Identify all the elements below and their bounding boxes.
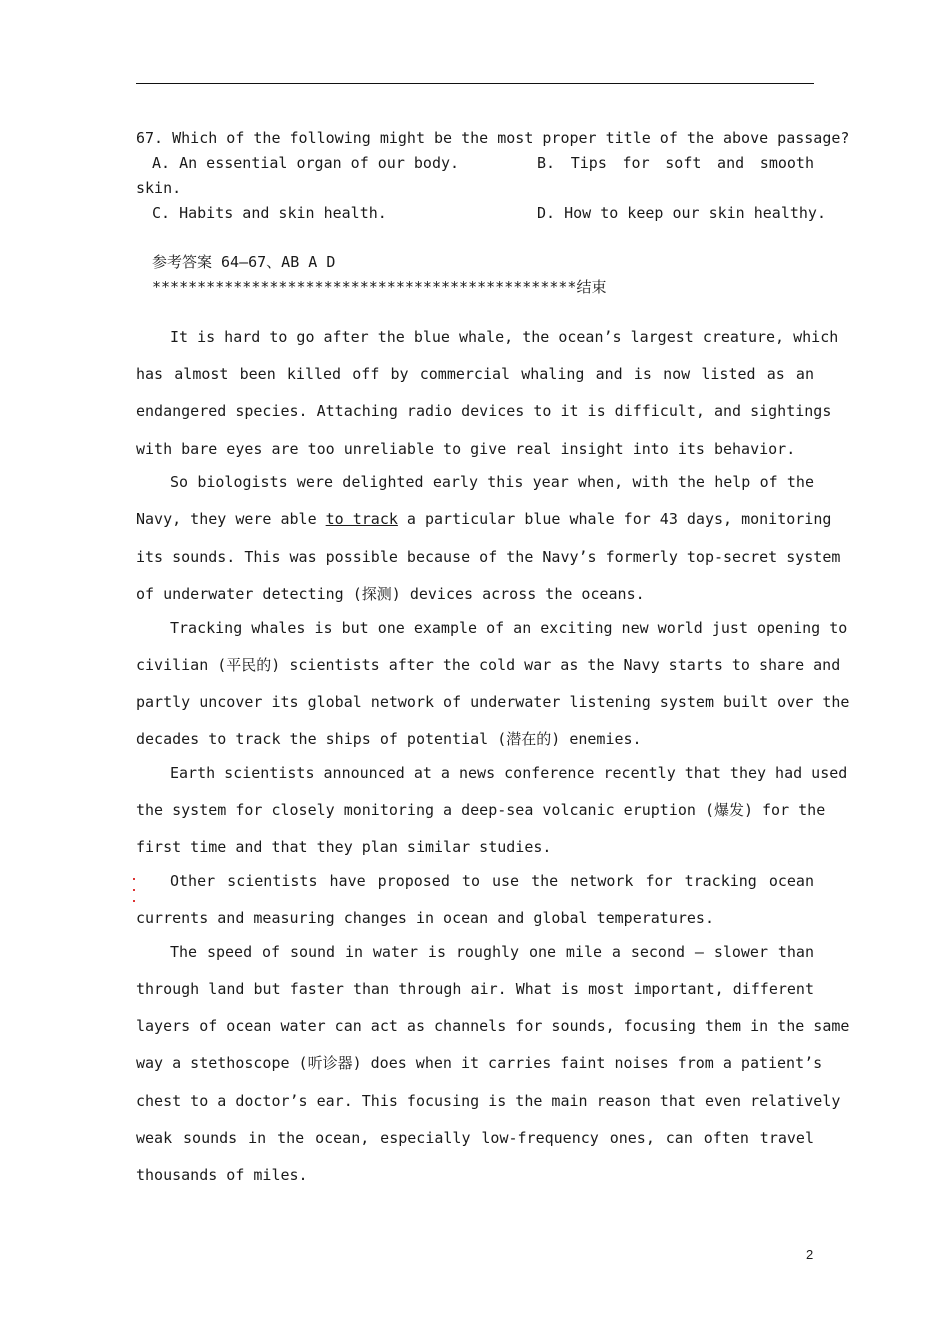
p2-line-2-before: Navy, they were able (136, 510, 326, 528)
p2-line-2 (136, 509, 832, 529)
p5-line-1: Other scientists have proposed to use the network for tracking ocean (170, 872, 814, 890)
header-rule (136, 83, 814, 84)
p2-line-4: of underwater detecting (探测) devices across the oceans. (136, 585, 645, 603)
p1-line-1: It is hard to go after the blue whale, the ocean’s largest creature, which (170, 328, 839, 346)
option-d: D. How to keep our skin healthy. (537, 204, 826, 222)
option-b: B. Tips for soft and smooth (537, 154, 814, 172)
p1-line-2: has almost been killed off by commercial whaling and is now listed as an (136, 365, 814, 383)
p6-line-3: layers of ocean water can act as channels for sounds, focusing them in the same (136, 1017, 850, 1035)
p6-line-2: through land but faster than through air. What is most important, different (136, 980, 814, 998)
p2-line-1: So biologists were delighted early this year when, with the help of the (170, 473, 814, 491)
underlined-phrase: to track (325, 510, 398, 528)
p4-line-3: first time and that they plan similar studies. (136, 838, 552, 856)
p3-line-4: decades to track the ships of potential (潜在的) enemies. (136, 730, 642, 748)
end-marker: ***********************************************结束 (152, 278, 607, 296)
p4-line-1: Earth scientists announced at a news conference recently that they had used (170, 764, 848, 782)
p6-line-5: chest to a doctor’s ear. This focusing is the main reason that even relatively (136, 1092, 841, 1110)
p1-line-4: with bare eyes are too unreliable to give real insight into its behavior. (136, 440, 796, 458)
p3-line-1: Tracking whales is but one example of an exciting new world just opening to (170, 619, 848, 637)
option-b-wrap: skin. (136, 179, 182, 197)
p6-line-6: weak sounds in the ocean, especially low-frequency ones, can often travel (136, 1129, 814, 1147)
answer-key: 参考答案 64—67、AB A D (152, 253, 336, 271)
page-number: 2 (806, 1247, 814, 1262)
p1-line-3: endangered species. Attaching radio devices to it is difficult, and sightings (136, 402, 832, 420)
option-c: C. Habits and skin health. (152, 204, 387, 222)
p6-line-7: thousands of miles. (136, 1166, 308, 1184)
question-stem: 67. Which of the following might be the most proper title of the above passage? (136, 129, 850, 147)
p6-line-4: way a stethoscope (听诊器) does when it carries faint noises from a patient’s (136, 1054, 823, 1072)
p3-line-2: civilian (平民的) scientists after the cold war as the Navy starts to share and (136, 656, 841, 674)
p3-line-3: partly uncover its global network of underwater listening system built over the (136, 693, 850, 711)
p6-line-1: The speed of sound in water is roughly one mile a second — slower than (170, 943, 814, 961)
p2-line-3: its sounds. This was possible because of the Navy’s formerly top-secret system (136, 548, 841, 566)
option-a: A. An essential organ of our body. (152, 154, 460, 172)
p4-line-2: the system for closely monitoring a deep-sea volcanic eruption (爆发) for the (136, 801, 826, 819)
p5-line-2: currents and measuring changes in ocean and global temperatures. (136, 909, 714, 927)
p2-line-2-after: a particular blue whale for 43 days, monitoring (397, 510, 832, 528)
